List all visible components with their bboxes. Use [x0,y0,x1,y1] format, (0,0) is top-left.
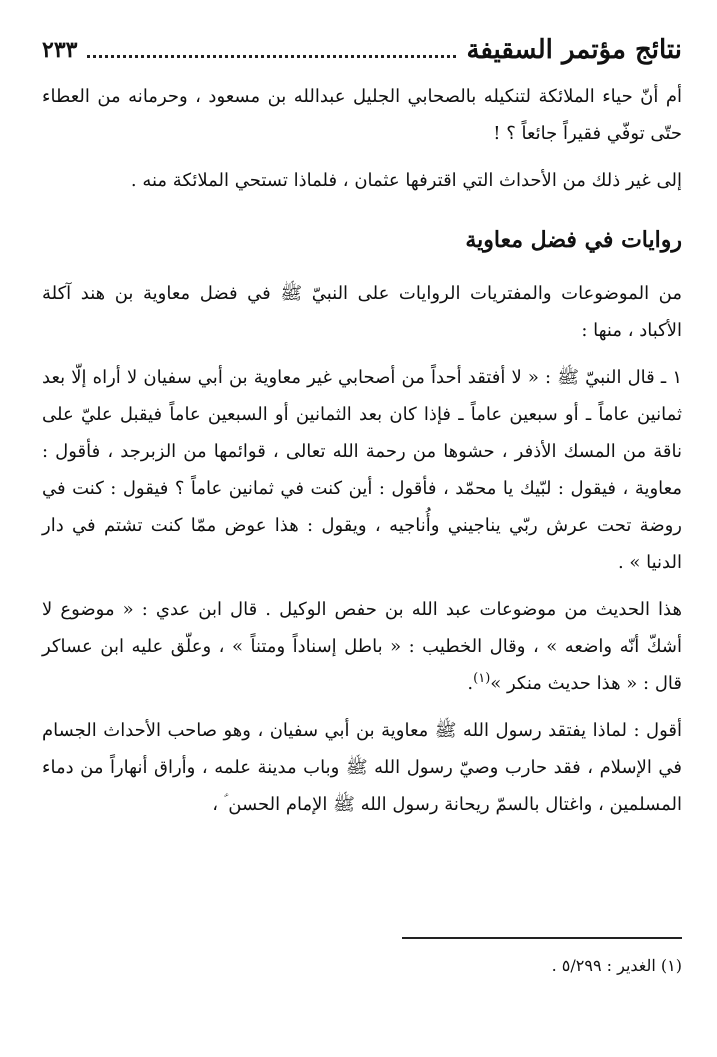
book-page [42,22,682,1042]
footnote-marker[interactable]: (١) [473,671,491,686]
paragraph-6: أقول : لماذا يفتقد رسول الله ﷺ معاوية بن أبي سفيان ، وهو صاحب الأحداث الجسام في الإسلام ، فقد حارب وصيّ رسول الله ﷺ وباب مدينة علمه ، وأراق أنهاراً من دماء المسلمين ، واغتال بالسمّ ريحانة رسول الله ﷺ الإمام الحسن ؑ ، [42,720,682,815]
running-header [42,22,682,78]
paragraph-1: أم أنّ حياء الملائكة لتنكيله بالصحابي الجليل عبدالله بن مسعود ، وحرمانه من العطاء حتّى توفّي فقيراً جائعاً ؟ ! [42,86,683,144]
paragraph-2: إلى غير ذلك من الأحداث التي اقترفها عثمان ، فلماذا تستحي الملائكة منه . [130,170,682,191]
section-heading: روايات في فضل معاوية [465,227,682,253]
header-dot-leader [87,55,456,58]
paragraph-5-end: . [467,673,474,694]
book-title: نتائج مؤتمر السقيفة [466,35,682,65]
paragraph-3: من الموضوعات والمفتريات الروايات على النبيّ ﷺ في فضل معاوية بن هند آكلة الأكباد ، منها : [42,283,682,341]
paragraph-4-hadith: ١ ـ قال النبيّ ﷺ : « لا أفتقد أحداً من أصحابي غير معاوية بن أبي سفيان لا أراه إلّا بعد ثمانين عاماً ـ أو سبعين عاماً ـ فإذا كان بعد الثمانين أو السبعين عاماً فيقبل عليّ على ناقة من المسك الأذفر ، حشوها من رحمة الله تعالى ، قوائمها من الزبرجد ، فأقول : معاوية ، فيقول : لبّيك يا محمّد ، فأقول : أين كنت في ثمانين عاماً ؟ فيقول : كنت في روضة تحت عرش ربّي يناجيني وأُناجيه ، ويقول : هذا عوض ممّا كنت تشتم في دار الدنيا » . [42,367,682,573]
footnote-divider [402,937,682,939]
paragraph-5-text: هذا الحديث من موضوعات عبد الله بن حفص الوكيل . قال ابن عدي : « موضوع لا أشكّ أنّه واضعه » ، وقال الخطيب : « باطل إسناداً ومتناً » ، وعلّق عليه ابن عساكر قال : « هذا حديث منكر » [42,599,682,694]
page-number: ٢٣٣ [42,37,78,63]
footnote: (١) الغدير : ٥/٢٩٩ . [551,956,682,975]
paragraph-5 [42,591,682,702]
